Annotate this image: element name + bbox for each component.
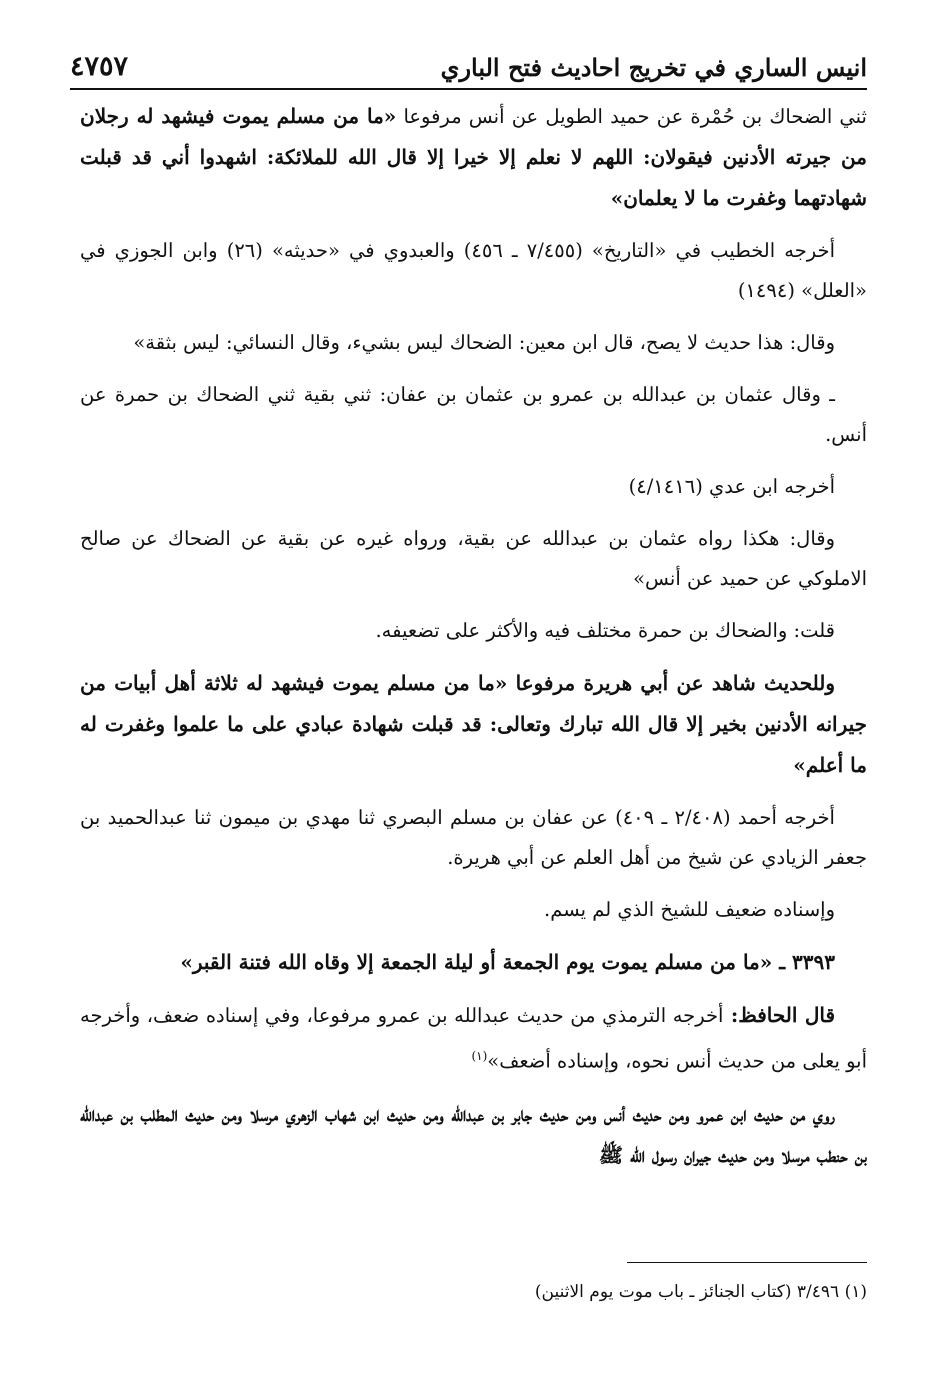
paragraph-8: وللحديث شاهد عن أبي هريرة مرفوعا «ما من مسلم يموت فيشهد له ثلاثة أهل أبيات من جيرانه الأدنين بخير إلا قال الله تبارك وتعالى: قد قبلت شهادة عبادي على ما علموا وغفرت له ما أعلم» bbox=[80, 671, 867, 777]
running-title: انيس الساري في تخريج احاديث فتح الباري bbox=[440, 53, 867, 82]
page-number: ٤٧٥٧ bbox=[70, 51, 129, 82]
paragraph-3: وقال: هذا حديث لا يصح، قال ابن معين: الضحاك ليس بشيء، وقال النسائي: ليس بثقة» bbox=[133, 331, 835, 354]
paragraph-10: وإسناده ضعيف للشيخ الذي لم يسم. bbox=[544, 898, 835, 921]
paragraph-12: قال الحافظ: أخرجه الترمذي من حديث عبدالله بن عمرو مرفوعا، وفي إسناده ضعف، وأخرجه أبو يعلى من حديث أنس نحوه، وإسناده أضعف»$^{(١)}$ bbox=[80, 1003, 867, 1073]
paragraph-9: أخرجه أحمد (٢/٤٠٨ ـ ٤٠٩) عن عفان بن مسلم البصري ثنا مهدي بن ميمون ثنا عبدالحميد بن جعفر الزيادي عن شيخ من أهل العلم عن أبي هريرة. bbox=[80, 806, 867, 869]
paragraph-5: أخرجه ابن عدي (٤/١٤١٦) bbox=[628, 475, 835, 498]
paragraph-7: قلت: والضحاك بن حمرة مختلف فيه والأكثر على تضعيفه. bbox=[375, 619, 835, 642]
footnote-divider bbox=[627, 1262, 867, 1263]
paragraph-1: ثني الضحاك بن حُمْرة عن حميد الطويل عن أنس مرفوعا «ما من مسلم يموت فيشهد له رجلان من جيرته الأدنين فيقولان: اللهم لا نعلم إلا خيرا إلا قال الله للملائكة: اشهدوا أني قد قبلت شهادتهما وغفرت ما لا يعلمان» bbox=[80, 104, 867, 210]
body-text bbox=[80, 96, 867, 1188]
footnote-marker: (١) bbox=[471, 1049, 488, 1063]
footnote: (١) ٣/٤٩٦ (كتاب الجنائز ـ باب موت يوم الاثنين) bbox=[534, 1282, 867, 1302]
paragraph-2: أخرجه الخطيب في «التاريخ» (٧/٤٥٥ ـ ٤٥٦) والعبدوي في «حديثه» (٢٦) وابن الجوزي في «العلل» (١٤٩٤) bbox=[80, 239, 867, 302]
paragraph-4: ـ وقال عثمان بن عبدالله بن عمرو بن عثمان بن عفان: ثني بقية ثني الضحاك بن حمرة عن أنس. bbox=[80, 383, 867, 446]
paragraph-13: روي من حديث ابن عمرو ومن حديث أنس ومن حديث جابر بن عبدالله ومن حديث ابن شهاب الزهري مرسلا ومن حديث المطلب بن عبدالله بن حنطب مرسلا ومن حديث جيران رسول الله ﷺ bbox=[80, 1101, 867, 1167]
page-header bbox=[70, 32, 867, 90]
hadith-heading: ٣٣٩٣ ـ «ما من مسلم يموت يوم الجمعة أو ليلة الجمعة إلا وقاه الله فتنة القبر» bbox=[180, 950, 835, 974]
paragraph-6: وقال: هكذا رواه عثمان بن عبدالله عن بقية، ورواه غيره عن بقية عن الضحاك عن صالح الاملوكي عن حميد عن أنس» bbox=[80, 527, 867, 590]
